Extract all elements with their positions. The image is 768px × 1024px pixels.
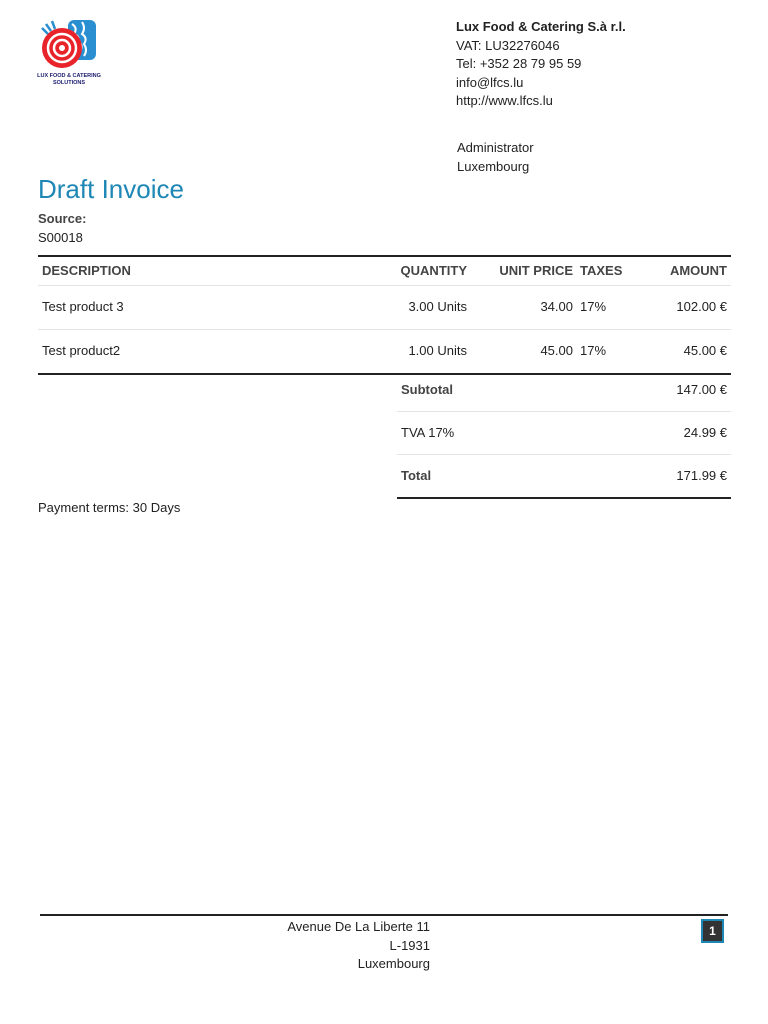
total-label: Total	[401, 468, 432, 483]
row-unit-price: 34.00	[540, 299, 573, 314]
company-email: info@lfcs.lu	[456, 74, 524, 90]
page-number-badge: 1	[701, 919, 724, 943]
logo-caption-line1: LUX FOOD & CATERING	[37, 73, 101, 79]
logo-caption	[34, 73, 104, 86]
totals-table	[397, 369, 731, 499]
row-amount: 45.00 €	[683, 343, 727, 358]
recipient-line1: Administrator	[457, 140, 534, 155]
footer-address	[230, 918, 430, 974]
subtotal-value: 147.00 €	[676, 382, 727, 397]
page-title: Draft Invoice	[38, 174, 184, 204]
recipient-address	[457, 138, 534, 176]
footer-address-line1: Avenue De La Liberte 11	[287, 919, 430, 934]
tax-label: TVA 17%	[401, 425, 455, 440]
company-info	[456, 18, 626, 111]
header-unit-price: UNIT PRICE	[499, 263, 573, 278]
table-row	[38, 329, 731, 373]
header-amount: AMOUNT	[669, 263, 727, 278]
tax-row	[397, 411, 731, 454]
row-quantity: 3.00 Units	[408, 299, 467, 314]
company-tel: Tel: +352 28 79 95 59	[456, 56, 582, 71]
header-taxes: TAXES	[580, 263, 623, 278]
row-taxes: 17%	[580, 343, 607, 358]
logo-caption-line2: SOLUTIONS	[52, 79, 86, 86]
table-header	[38, 255, 731, 285]
row-amount: 102.00 €	[676, 299, 727, 314]
recipient-line2: Luxembourg	[457, 159, 530, 174]
subtotal-label: Subtotal	[401, 382, 453, 397]
footer-address-line2: L-1931	[389, 937, 430, 953]
payment-terms: Payment terms: 30 Days	[38, 500, 181, 515]
row-unit-price: 45.00	[540, 343, 573, 358]
company-name: Lux Food & Catering S.à r.l.	[456, 19, 626, 34]
source-value: S00018	[38, 230, 83, 245]
row-quantity: 1.00 Units	[408, 343, 467, 358]
header-description: DESCRIPTION	[42, 263, 131, 278]
invoice-lines-table	[38, 255, 731, 375]
source-label: Source:	[38, 211, 87, 226]
total-row	[397, 454, 731, 497]
subtotal-row	[397, 369, 731, 411]
header-quantity: QUANTITY	[400, 263, 467, 278]
tax-value: 24.99 €	[683, 425, 727, 440]
row-taxes: 17%	[580, 299, 607, 314]
footer-address-line3: Luxembourg	[357, 956, 430, 971]
company-vat: VAT: LU32276046	[456, 37, 560, 53]
totals-bottom-rule	[397, 497, 731, 499]
logo-emblem-icon	[38, 18, 98, 74]
table-row	[38, 285, 731, 329]
row-description: Test product2	[42, 343, 121, 358]
company-website: http://www.lfcs.lu	[456, 93, 553, 108]
row-description: Test product 3	[42, 299, 124, 314]
total-value: 171.99 €	[676, 468, 727, 483]
footer-divider	[40, 914, 728, 916]
